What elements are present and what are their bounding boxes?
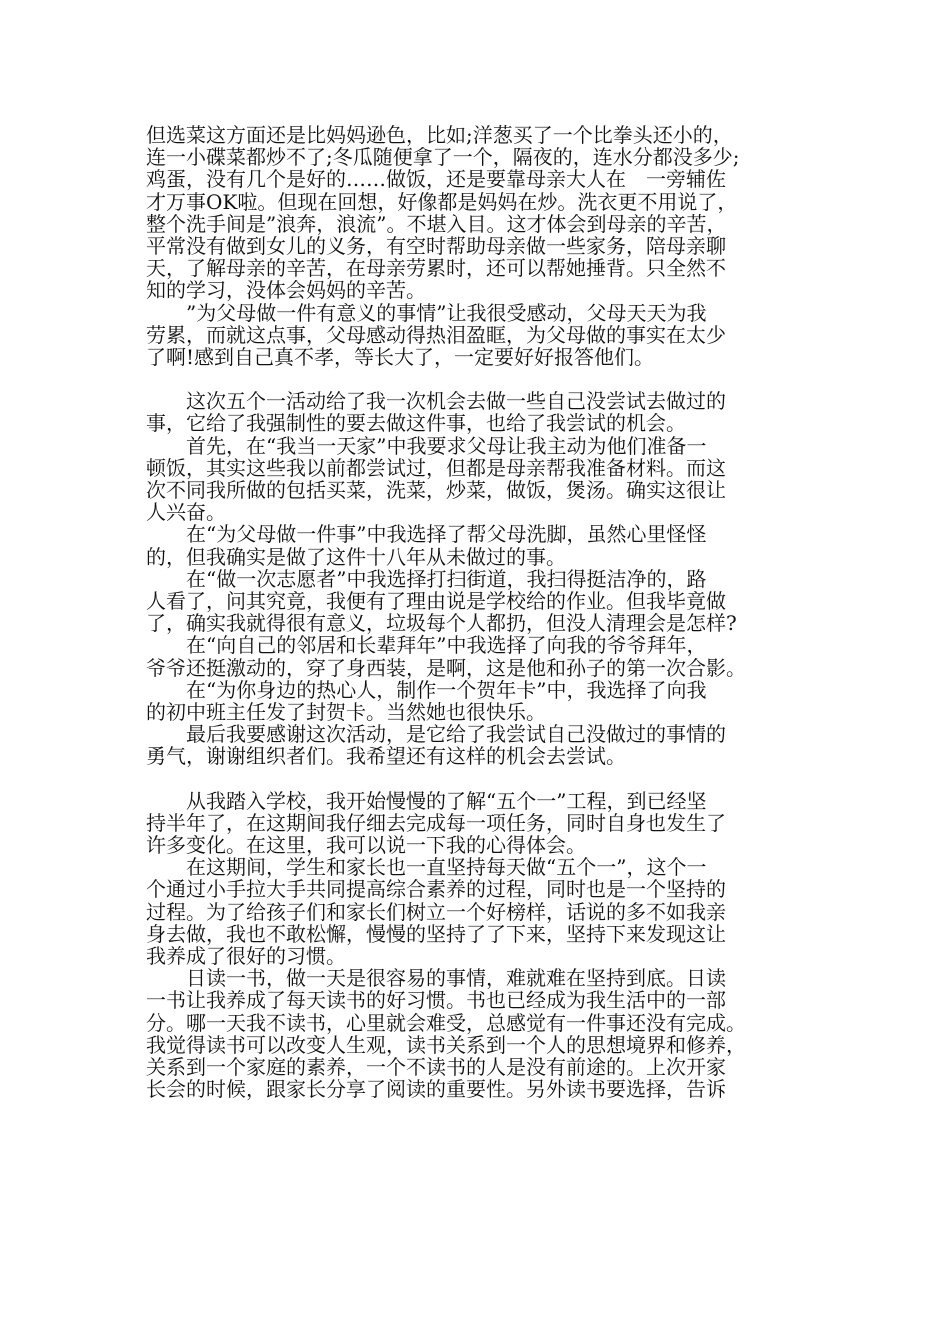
text-line: 从我踏入学校，我开始慢慢的了解“五个一”工程，到已经坚: [146, 788, 707, 813]
text-line: 许多变化。在这里，我可以说一下我的心得体会。: [146, 833, 586, 857]
text-line: 爷爷还挺激动的，穿了身西装，是啊，这是他和孙子的第一次合影。: [146, 655, 746, 680]
text-line: 事，它给了我强制性的要去做这件事，也给了我尝试的机会。: [146, 411, 686, 436]
text-line: 在“向自己的邻居和长辈拜年”中我选择了向我的爷爷拜年，: [146, 633, 707, 658]
text-line: 日读一书，做一天是很容易的事情，难就难在坚持到底。日读: [146, 966, 726, 991]
body-text: [146, 124, 818, 1100]
text-line: 身去做，我也不敢松懈，慢慢的坚持了了下来，坚持下来发现这让: [146, 921, 726, 946]
text-line: ”为父母做一件有意义的事情”让我很受感动，父母天天为我: [146, 300, 707, 325]
text-line: 首先，在“我当一天家”中我要求父母让我主动为他们准备一: [146, 433, 707, 458]
text-line: 过程。为了给孩子们和家长们树立一个好榜样，话说的多不如我亲: [146, 899, 726, 924]
text-line: 知的学习，没体会妈妈的辛苦。: [146, 278, 426, 303]
text-line: 劳累，而就这点事，父母感动得热泪盈眶，为父母做的事实在太少: [146, 322, 726, 347]
text-line: 最后我要感谢这次活动，是它给了我尝试自己没做过的事情的: [146, 722, 726, 747]
text-line: 人看了，问其究竟，我便有了理由说是学校给的作业。但我毕竟做: [146, 588, 726, 613]
text-line: 天，了解母亲的辛苦，在母亲劳累时，还可以帮她捶背。只全然不: [146, 256, 726, 281]
text-line: 的初中班主任发了封贺卡。当然她也很快乐。: [146, 699, 546, 724]
text-line: 顿饭，其实这些我以前都尝试过，但都是母亲帮我准备材料。而这: [146, 455, 726, 480]
text-line: 在“为你身边的热心人，制作一个贺年卡”中，我选择了向我: [146, 677, 707, 702]
text-line: 我养成了很好的习惯。: [146, 943, 346, 968]
text-line: 长会的时候，跟家长分享了阅读的重要性。另外读书要选择，告诉: [146, 1077, 726, 1102]
text-line: 连一小碟菜都炒不了;冬瓜随便拿了一个，隔夜的，连水分都没多少;: [146, 145, 740, 170]
text-line: 持半年了，在这期间我仔细去完成每一项任务，同时自身也发生了: [146, 810, 726, 835]
text-line: 个通过小手拉大手共同提高综合素养的过程，同时也是一个坚持的: [146, 877, 726, 902]
text-line: 一书让我养成了每天读书的好习惯。书也已经成为我生活中的一部: [146, 988, 726, 1013]
text-line: 整个洗手间是”浪奔，浪流”。不堪入目。这才体会到母亲的辛苦，: [146, 211, 727, 236]
text-line: 这次五个一活动给了我一次机会去做一些自己没尝试去做过的: [146, 389, 726, 414]
blank-line: [146, 368, 818, 390]
text-line: 在“做一次志愿者”中我选择打扫街道，我扫得挺洁净的，路: [146, 566, 707, 591]
text-line: 勇气，谢谢组织者们。我希望还有这样的机会去尝试。: [146, 744, 626, 769]
text-line: 了啊!感到自己真不孝，等长大了，一定要好好报答他们。: [146, 344, 655, 369]
text-line: 在“为父母做一件事”中我选择了帮父母洗脚，虽然心里怪怪: [146, 522, 707, 547]
text-line: 的，但我确实是做了这件十八年从未做过的事。: [146, 544, 566, 569]
text-line: 关系到一个家庭的素养，一个不读书的人是没有前途的。上次开家: [146, 1054, 726, 1079]
text-line: 但选菜这方面还是比妈妈逊色，比如;洋葱买了一个比拳头还小的，: [146, 123, 733, 147]
text-line: 次不同我所做的包括买菜，洗菜，炒菜，做饭，煲汤。确实这很让: [146, 478, 726, 502]
blank-line: [146, 767, 818, 789]
text-line: 才万事OK啦。但现在回想，好像都是妈妈在炒。洗衣更不用说了，: [146, 189, 738, 214]
text-line: 我觉得读书可以改变人生观，读书关系到一个人的思想境界和修养，: [146, 1032, 746, 1057]
text-line: 鸡蛋，没有几个是好的……做饭，还是要靠母亲大人在 一旁辅佐: [146, 167, 726, 192]
text-line: 人兴奋。: [146, 500, 226, 525]
text-line: 了，确实我就得很有意义，垃圾每个人都扔，但没人清理会是怎样?: [146, 611, 737, 636]
text-line: 平常没有做到女儿的义务，有空时帮助母亲做一些家务，陪母亲聊: [146, 233, 726, 258]
text-line: 分。哪一天我不读书，心里就会难受，总感觉有一件事还没有完成。: [146, 1010, 746, 1035]
text-line: 在这期间，学生和家长也一直坚持每天做“五个一”，这个一: [146, 855, 707, 880]
